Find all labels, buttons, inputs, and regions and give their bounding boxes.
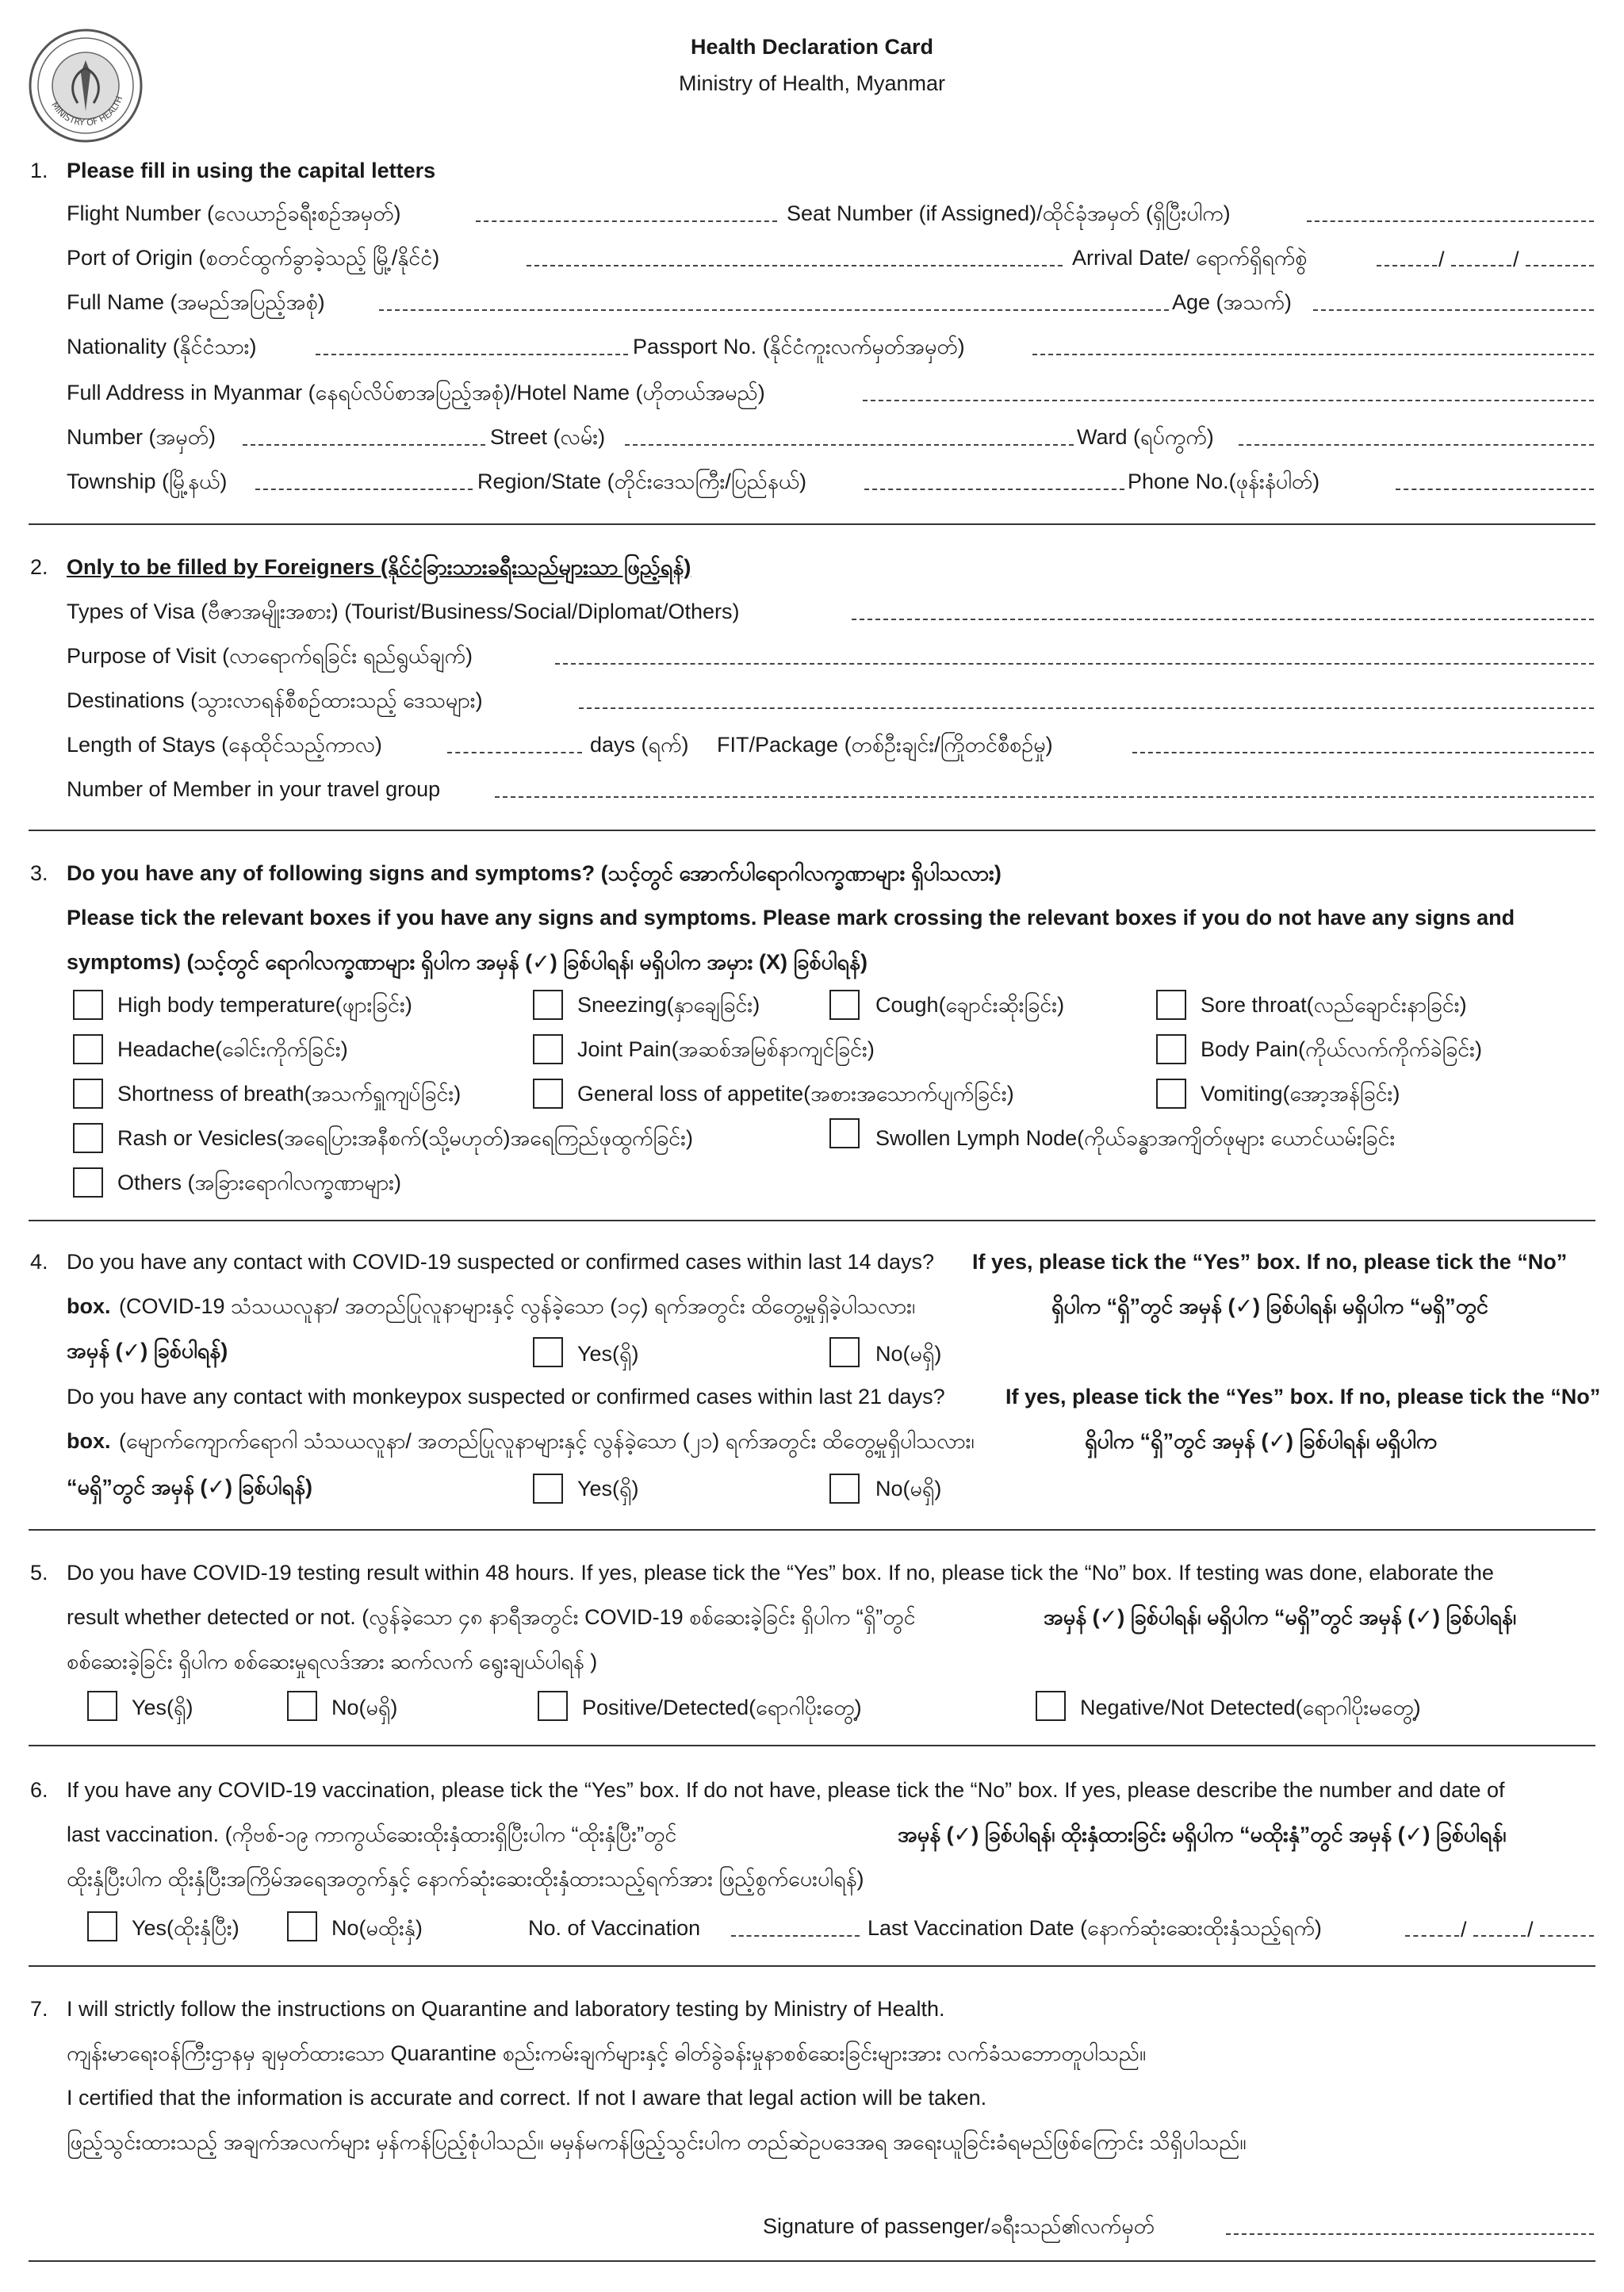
section-divider: [29, 1220, 1595, 1221]
symptom-label: General loss of appetite(အစားအသောက်ပျက်ခြင်း): [577, 1082, 1014, 1106]
destinations-label: Destinations (သွားလာရန်စီစဉ်ထားသည့် ဒေသများ): [67, 688, 483, 712]
fit-package-field[interactable]: [1132, 752, 1594, 753]
vaccination-date-year-field[interactable]: [1540, 1935, 1594, 1937]
section-divider: [29, 523, 1595, 525]
yes-label: Yes(ရှိ): [577, 1477, 639, 1501]
symptom-checkbox-shortness-of-breath[interactable]: [73, 1079, 103, 1109]
number-field[interactable]: [243, 444, 485, 446]
passport-field[interactable]: [1032, 354, 1594, 355]
region-label: Region/State (တိုင်းဒေသကြီး/ပြည်နယ်): [477, 470, 807, 493]
symptom-checkbox-loss-of-appetite[interactable]: [533, 1079, 563, 1109]
section-divider: [29, 1965, 1595, 1967]
arrival-date-month-field[interactable]: [1451, 265, 1511, 266]
symptom-checkbox-vomiting[interactable]: [1156, 1079, 1186, 1109]
street-field[interactable]: [625, 444, 1074, 446]
vaccination-instruction-my: အမှန် (✓) ခြစ်ပါရန်၊ ထိုးနှံထားခြင်း မရှိပါက “မထိုးနှံ”တွင် အမှန် (✓) ခြစ်ပါရန်၊: [898, 1822, 1507, 1846]
symptom-checkbox-sneezing[interactable]: [533, 990, 563, 1020]
date-separator: /: [1438, 247, 1445, 271]
symptom-checkbox-joint-pain[interactable]: [533, 1034, 563, 1064]
positive-label: Positive/Detected(ရောဂါပိုးတွေ့): [582, 1696, 862, 1719]
length-of-stay-field[interactable]: [447, 752, 582, 753]
symptom-label: Cough(ချောင်းဆိုးခြင်း): [875, 993, 1065, 1017]
vaccination-yes-checkbox[interactable]: [87, 1911, 117, 1941]
vaccination-date-month-field[interactable]: [1473, 1935, 1526, 1937]
covid-contact-no-checkbox[interactable]: [829, 1337, 860, 1367]
declaration-accuracy-my: ဖြည့်သွင်းထားသည့် အချက်အလက်များ မှန်ကန်ပြည့်စုံပါသည်။ မမှန်မကန်ဖြည့်သွင်းပါက တည်ဆဲဥပဒေအရ အရေးယူခြင်းခံရမည်ဖြစ်ကြောင်း သိရှိပါသည်။: [67, 2130, 1247, 2154]
purpose-field[interactable]: [555, 663, 1594, 665]
covid-test-question-cont: result whether detected or not. (လွန်ခဲ့သော ၄၈ နာရီအတွင်း COVID-19 စစ်ဆေးခဲ့ခြင်း ရှိပါက “ရှိ”တွင်: [67, 1605, 916, 1629]
no-label: No(မရှိ): [875, 1342, 942, 1366]
full-name-field[interactable]: [379, 309, 1169, 311]
ward-field[interactable]: [1239, 444, 1594, 446]
purpose-label: Purpose of Visit (လာရောက်ရခြင်း ရည်ရွယ်ချက်): [67, 644, 473, 668]
seat-number-label: Seat Number (if Assigned)/ထိုင်ခုံအမှတ် (ရှိပြီးပါက): [787, 201, 1231, 225]
signature-field[interactable]: [1226, 2233, 1594, 2235]
section-divider: [29, 1529, 1595, 1531]
section-1-title: Please fill in using the capital letters: [67, 159, 436, 182]
declaration-quarantine-my: ကျန်းမာရေးဝန်ကြီးဌာနမှ ချမှတ်ထားသော Quarantine စည်းကမ်းချက်များနှင့် ဓါတ်ခွဲခန်းမှုနာစစ်ဆေးခြင်းများအား လက်ခံသဘောတူပါသည်။: [67, 2041, 1147, 2065]
yes-label: Yes(ရှိ): [577, 1342, 639, 1366]
symptom-checkbox-sore-throat[interactable]: [1156, 990, 1186, 1020]
covid-test-instruction-my-cont: စစ်ဆေးခဲ့ခြင်း ရှိပါက စစ်ဆေးမှုရလဒ်အား ဆက်လက် ရွေးချယ်ပါရန် ): [67, 1650, 598, 1673]
monkeypox-contact-yes-checkbox[interactable]: [533, 1474, 563, 1504]
symptom-label: Vomiting(အော့အန်ခြင်း): [1201, 1082, 1400, 1106]
monkeypox-contact-instruction-cont: box.: [67, 1429, 111, 1453]
covid-test-no-checkbox[interactable]: [287, 1691, 317, 1721]
no-label: No(မရှိ): [331, 1696, 398, 1719]
symptom-checkbox-swollen-lymph-node[interactable]: [829, 1118, 860, 1148]
monkeypox-contact-no-checkbox[interactable]: [829, 1474, 860, 1504]
fit-package-label: FIT/Package (တစ်ဦးချင်း/ကြိုတင်စီစဉ်မှု): [717, 733, 1053, 757]
section-divider: [29, 2260, 1595, 2262]
section-3-instruction: Please tick the relevant boxes if you have any signs and symptoms. Please mark crossing the relevant boxes if you do not have any signs and: [67, 906, 1515, 929]
phone-label: Phone No.(ဖုန်းနံပါတ်): [1128, 470, 1320, 493]
covid-test-positive-checkbox[interactable]: [538, 1691, 568, 1721]
symptom-checkbox-others[interactable]: [73, 1167, 103, 1198]
symptom-label: Rash or Vesicles(အရေပြားအနီစက်(သို့မဟုတ်)အရေကြည်ဖုထွက်ခြင်း): [117, 1126, 694, 1150]
age-field[interactable]: [1313, 309, 1594, 311]
symptom-label: Sneezing(နှာချေခြင်း): [577, 993, 760, 1017]
section-4-number: 4.: [30, 1250, 48, 1274]
arrival-date-day-field[interactable]: [1377, 265, 1437, 266]
symptom-checkbox-cough[interactable]: [829, 990, 860, 1020]
section-divider: [29, 1745, 1595, 1746]
port-of-origin-field[interactable]: [527, 265, 1063, 266]
section-6-number: 6.: [30, 1778, 48, 1802]
address-label: Full Address in Myanmar (နေရပ်လိပ်စာအပြည့်အစုံ)/Hotel Name (ဟိုတယ်အမည်): [67, 381, 765, 404]
section-2-number: 2.: [30, 555, 48, 579]
destinations-field[interactable]: [579, 707, 1594, 709]
symptom-label: High body temperature(ဖျားခြင်း): [117, 993, 412, 1017]
address-field[interactable]: [863, 400, 1594, 401]
passport-label: Passport No. (နိုင်ငံကူးလက်မှတ်အမှတ်): [633, 335, 965, 358]
seat-number-field[interactable]: [1307, 220, 1594, 222]
number-label: Number (အမှတ်): [67, 425, 216, 449]
yes-label: Yes(ရှိ): [132, 1696, 193, 1719]
symptom-checkbox-high-temperature[interactable]: [73, 990, 103, 1020]
section-3-instruction-cont: symptoms) (သင့်တွင် ရောဂါလက္ခဏာများ ရှိပါက အမှန် (✓) ခြစ်ပါရန်၊ မရှိပါက အမှား (X) ခြစ်ပါရန်): [67, 950, 868, 974]
page-title: Health Declaration Card: [690, 35, 934, 59]
section-2-title: Only to be filled by Foreigners (နိုင်ငံခြားသားခရီးသည်များသာ ဖြည့်ရန်): [67, 555, 691, 579]
covid-contact-instruction: If yes, please tick the “Yes” box. If no, please tick the “No”: [972, 1250, 1568, 1274]
section-5-number: 5.: [30, 1561, 48, 1585]
page-subtitle: Ministry of Health, Myanmar: [678, 71, 946, 95]
days-label: days (ရက်): [590, 733, 689, 757]
visa-type-label: Types of Visa (ဗီဇာအမျိုးအစား) (Tourist/Business/Social/Diplomat/Others): [67, 600, 740, 623]
covid-test-question: Do you have COVID-19 testing result within 48 hours. If yes, please tick the “Yes” box. If no, please tick the “No” box. If testing was done, elaborate the: [67, 1561, 1494, 1585]
port-of-origin-label: Port of Origin (စတင်ထွက်ခွာခဲ့သည့် မြို့/နိုင်ငံ): [67, 246, 440, 270]
symptom-checkbox-body-pain[interactable]: [1156, 1034, 1186, 1064]
yes-label: Yes(ထိုးနှံပြီး): [132, 1916, 239, 1940]
date-separator: /: [1461, 1918, 1467, 1941]
covid-contact-yes-checkbox[interactable]: [533, 1337, 563, 1367]
vaccination-count-label: No. of Vaccination: [528, 1916, 701, 1940]
group-members-label: Number of Member in your travel group: [67, 777, 441, 801]
group-members-field[interactable]: [495, 796, 1594, 798]
negative-label: Negative/Not Detected(ရောဂါပိုးမတွေ့): [1080, 1696, 1421, 1719]
length-of-stay-label: Length of Stays (နေထိုင်သည့်ကာလ): [67, 733, 382, 757]
vaccination-question-cont: last vaccination. (ကိုဗစ်-၁၉ ကာကွယ်ဆေးထိုးနှံထားရှိပြီးပါက “ထိုးနှံပြီး”တွင်: [67, 1822, 677, 1846]
symptom-label: Swollen Lymph Node(ကိုယ်ခန္ဓာအကျိတ်ဖုများ ယောင်ယမ်းခြင်း: [875, 1126, 1396, 1150]
monkeypox-contact-question: Do you have any contact with monkeypox suspected or confirmed cases within last 21 days?: [67, 1385, 945, 1409]
section-3-number: 3.: [30, 861, 48, 885]
no-label: No(မရှိ): [875, 1477, 942, 1501]
monkeypox-contact-instruction-my: ရှိပါက “ရှိ”တွင် အမှန် (✓) ခြစ်ပါရန်၊ မရှိပါက: [1085, 1429, 1438, 1453]
section-1-number: 1.: [30, 159, 48, 182]
age-label: Age (အသက်): [1172, 290, 1292, 314]
date-separator: /: [1527, 1918, 1534, 1941]
arrival-date-label: Arrival Date/ ရောက်ရှိရက်စွဲ: [1072, 246, 1308, 270]
no-label: No(မထိုးနှံ): [331, 1916, 423, 1940]
vaccination-instruction-my-cont: ထိုးနှံပြီးပါက ထိုးနှံပြီးအကြိမ်အရေအတွက်နှင့် နောက်ဆုံးဆေးထိုးနှံထားသည့်ရက်အား ဖြည့်စွက်ပေးပါရန်): [67, 1867, 864, 1891]
covid-contact-question-my: (COVID-19 သံသယလူနာ/ အတည်ပြုလူနာများနှင့် လွန်ခဲ့သော (၁၄) ရက်အတွင်း ထိတွေ့မှုရှိခဲ့ပါသလား၊: [119, 1294, 916, 1318]
date-separator: /: [1513, 247, 1519, 271]
arrival-date-year-field[interactable]: [1526, 265, 1594, 266]
township-field[interactable]: [255, 489, 473, 490]
monkeypox-contact-question-my: (မျောက်ကျောက်ရောဂါ သံသယလူနာ/ အတည်ပြုလူနာများနှင့် လွန်ခဲ့သော (၂၁) ရက်အတွင်း ထိတွေ့မှုရှိပါသလား၊: [119, 1429, 975, 1453]
last-vaccination-date-label: Last Vaccination Date (နောက်ဆုံးဆေးထိုးနှံသည့်ရက်): [868, 1916, 1322, 1940]
covid-test-instruction-my: အမှန် (✓) ခြစ်ပါရန်၊ မရှိပါက “မရှိ”တွင် အမှန် (✓) ခြစ်ပါရန်၊: [1044, 1605, 1517, 1629]
signature-label: Signature of passenger/ခရီးသည်၏လက်မှတ်: [763, 2214, 1155, 2238]
symptom-label: Body Pain(ကိုယ်လက်ကိုက်ခဲခြင်း): [1201, 1037, 1483, 1061]
symptom-label: Joint Pain(အဆစ်အမြစ်နာကျင်ခြင်း): [577, 1037, 875, 1061]
vaccination-count-field[interactable]: [731, 1935, 860, 1937]
covid-test-negative-checkbox[interactable]: [1036, 1691, 1066, 1721]
symptom-label: Others (အခြားရောဂါလက္ခဏာများ): [117, 1171, 402, 1194]
nationality-label: Nationality (နိုင်ငံသား): [67, 335, 257, 358]
visa-type-field[interactable]: [852, 619, 1594, 620]
svg-text:MINISTRY OF HEALTH: MINISTRY OF HEALTH: [49, 94, 125, 128]
vaccination-date-day-field[interactable]: [1405, 1935, 1459, 1937]
declaration-accuracy: I certified that the information is accurate and correct. If not I aware that legal action will be taken.: [67, 2086, 987, 2110]
symptom-checkbox-rash[interactable]: [73, 1123, 103, 1153]
symptom-label: Sore throat(လည်ချောင်းနာခြင်း): [1201, 993, 1467, 1017]
vaccination-no-checkbox[interactable]: [287, 1911, 317, 1941]
section-7-number: 7.: [30, 1997, 48, 2021]
covid-contact-instruction-my: ရှိပါက “ရှိ”တွင် အမှန် (✓) ခြစ်ပါရန်၊ မရှိပါက “မရှိ”တွင်: [1051, 1294, 1488, 1318]
declaration-quarantine: I will strictly follow the instructions on Quarantine and laboratory testing by Ministry of Health.: [67, 1997, 945, 2021]
covid-contact-instruction-my-cont: အမှန် (✓) ခြစ်ပါရန်): [67, 1339, 228, 1363]
township-label: Township (မြို့နယ်): [67, 470, 228, 493]
monkeypox-contact-instruction: If yes, please tick the “Yes” box. If no, please tick the “No”: [1005, 1385, 1601, 1409]
street-label: Street (လမ်း): [490, 425, 606, 449]
symptom-label: Headache(ခေါင်းကိုက်ခြင်း): [117, 1037, 348, 1061]
covid-contact-instruction-cont: box.: [67, 1294, 111, 1318]
symptom-checkbox-headache[interactable]: [73, 1034, 103, 1064]
full-name-label: Full Name (အမည်အပြည့်အစုံ): [67, 290, 325, 314]
monkeypox-contact-instruction-my-cont: “မရှိ”တွင် အမှန် (✓) ခြစ်ပါရန်): [67, 1475, 312, 1499]
phone-field[interactable]: [1396, 489, 1594, 490]
symptom-label: Shortness of breath(အသက်ရှူကျပ်ခြင်း): [117, 1082, 462, 1106]
flight-number-field[interactable]: [476, 220, 777, 222]
flight-number-label: Flight Number (လေယာဉ်ခရီးစဉ်အမှတ်): [67, 201, 401, 225]
covid-test-yes-checkbox[interactable]: [87, 1691, 117, 1721]
ward-label: Ward (ရပ်ကွက်): [1077, 425, 1214, 449]
nationality-field[interactable]: [316, 354, 628, 355]
section-3-question: Do you have any of following signs and symptoms? (သင့်တွင် အောက်ပါရောဂါလက္ခဏာများ ရှိပါသလား): [67, 861, 1002, 885]
region-field[interactable]: [864, 489, 1124, 490]
covid-contact-question: Do you have any contact with COVID-19 suspected or confirmed cases within last 14 days?: [67, 1250, 935, 1274]
section-divider: [29, 830, 1595, 831]
vaccination-question: If you have any COVID-19 vaccination, please tick the “Yes” box. If do not have, please tick the “No” box. If yes, please describe the number and date of: [67, 1778, 1505, 1802]
